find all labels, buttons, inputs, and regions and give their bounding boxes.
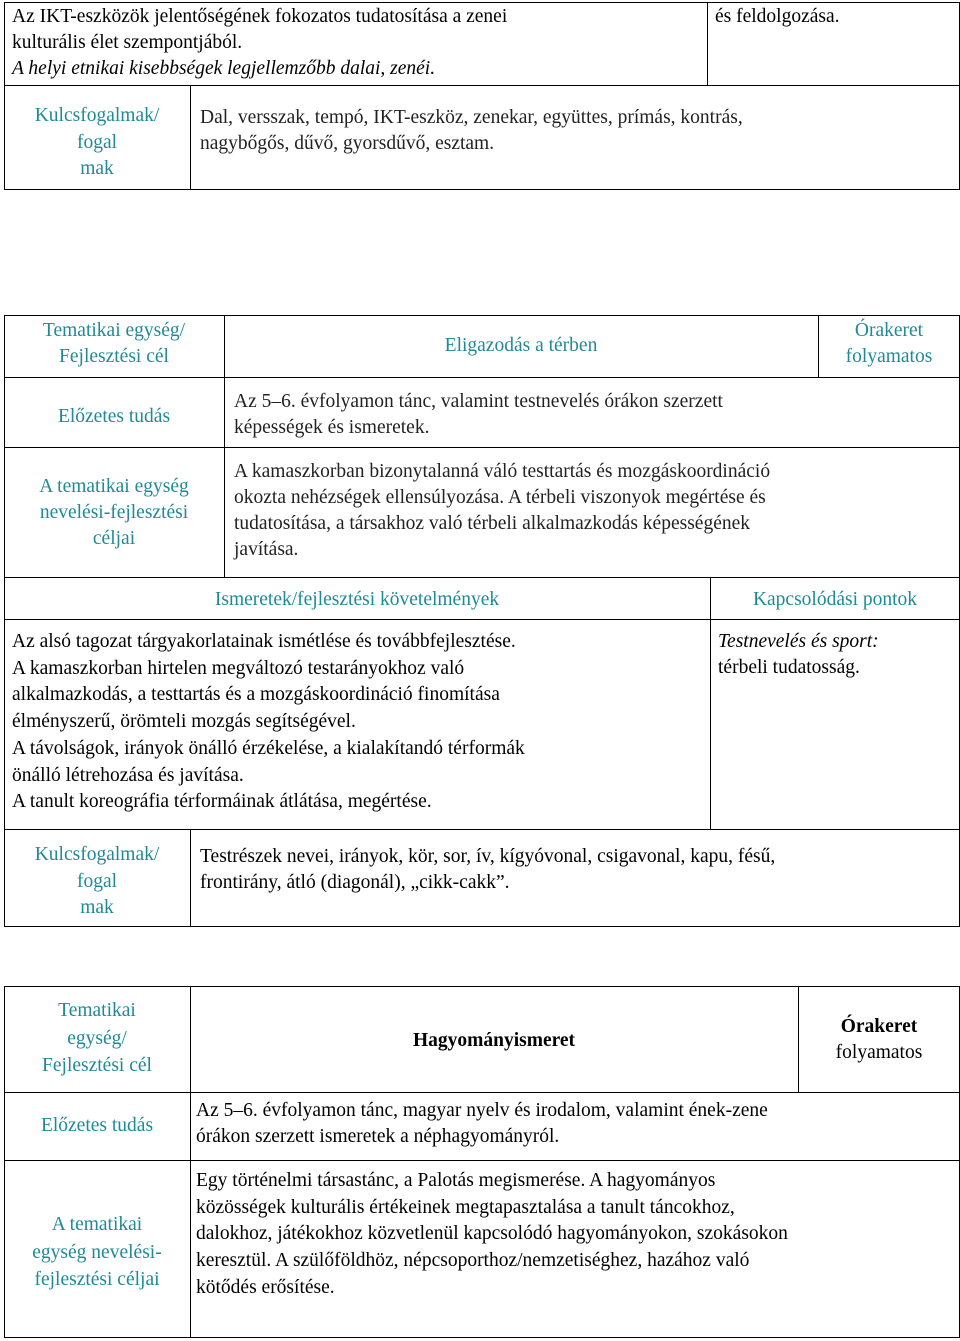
kulcsfogalmak-label [6, 103, 188, 183]
table-1-top-left-cell [12, 4, 702, 82]
top-left-line: A helyi etnikai kisebbségek legjellemzőbb dalai, zenéi. [12, 58, 436, 80]
table-2-divider [4, 377, 960, 378]
elozetes-tudas-text [196, 1098, 956, 1150]
text-line: Testnevelés és sport: [718, 631, 879, 652]
table-2-divider [224, 315, 225, 577]
text-line: kötődés erősítése. [196, 1276, 335, 1298]
table-3-divider [190, 986, 191, 1338]
text-line: tudatosítása, a társakhoz való térbeli alkalmazkodás képességének [234, 513, 751, 535]
label-line: Fejlesztési cél [59, 346, 169, 368]
text-line: A kamaszkorban hirtelen megváltozó testarányokhoz való [12, 657, 465, 679]
text-line: A kamaszkorban bizonytalanná váló testtartás és mozgáskoordináció [234, 461, 771, 482]
text-line: alkalmazkodás, a testtartás és a mozgáskoordináció finomítása [12, 684, 500, 706]
elozetes-tudas-label [6, 1113, 188, 1139]
elozetes-tudas-label [6, 404, 222, 430]
unit-title [192, 1028, 796, 1054]
text-line: frontirány, átló (diagonál), „cikk-cakk”. [200, 872, 510, 894]
tematikai-egyseg-label [6, 318, 222, 370]
label-line: Órakeret [854, 320, 924, 341]
kapcsolodasi-text [718, 629, 956, 681]
table-2-divider [4, 619, 960, 620]
label-line: Előzetes tudás [57, 406, 171, 427]
table-1-top-right-cell [715, 4, 955, 30]
header-text: Kapcsolódási pontok [752, 589, 918, 610]
celjai-label [6, 474, 222, 552]
kulcsfogalmak-label [6, 842, 188, 922]
label-line: fogal [76, 870, 118, 892]
orakeret-label [820, 318, 958, 370]
text-line: térbeli tudatosság. [718, 657, 860, 679]
text-line: Az 5–6. évfolyamon tánc, magyar nyelv és irodalom, valamint ének-zene [196, 1100, 768, 1121]
label-line: Kulcsfogalmak/ [34, 105, 160, 126]
text-line: Testrészek nevei, irányok, kör, sor, ív, kígyóvonal, csigavonal, kapu, fésű, [200, 846, 776, 867]
label-line: A tematikai [51, 1214, 143, 1235]
header-text: Ismeretek/fejlesztési követelmények [214, 589, 500, 610]
celjai-text [196, 1168, 958, 1302]
text-line: órákon szerzett ismeretek a néphagyományról. [196, 1126, 560, 1148]
label-line: céljai [92, 528, 136, 550]
unit-title [226, 333, 816, 359]
ismeretek-header [6, 587, 708, 613]
kulcsfogalmak-text [200, 105, 950, 157]
title-text: Hagyományismeret [412, 1030, 576, 1051]
text-line: nagybőgős, dűvő, gyorsdűvő, esztam. [200, 133, 495, 155]
text-line: Egy történelmi társastánc, a Palotás megismerése. A hagyományos [196, 1170, 716, 1191]
label-line: fogal [76, 131, 118, 153]
top-right-text: és feldolgozása. [715, 6, 840, 27]
text-line: A tanult koreográfia térformáinak átlátása, megértése. [12, 791, 432, 813]
orakeret-label [800, 1014, 958, 1066]
kapcsolodasi-header [712, 587, 958, 613]
table-2-divider [4, 577, 960, 578]
text-line: Az alsó tagozat tárgyakorlatainak ismétlése és továbbfejlesztése. [12, 631, 516, 652]
text-line: javítása. [234, 539, 299, 561]
label-line: Tematikai egység/ [42, 320, 186, 341]
text-line: élményszerű, örömteli mozgás segítségével. [12, 711, 356, 733]
label-line: egység nevelési- [32, 1241, 162, 1263]
label-line: folyamatos [835, 1042, 923, 1064]
text-line: A távolságok, irányok önálló érzékelése, a kialakítandó térformák [12, 737, 525, 759]
text-line: okozta nehézségek ellensúlyozása. A térbeli viszonyok megértése és [234, 487, 766, 509]
label-line: Órakeret [840, 1016, 918, 1037]
text-line: képességek és ismeretek. [234, 417, 430, 439]
table-2-divider [710, 577, 711, 829]
text-line: önálló létrehozása és javítása. [12, 764, 244, 786]
top-left-line: Az IKT-eszközök jelentőségének fokozatos tudatosítása a zenei [12, 6, 508, 27]
table-3-divider [4, 1092, 960, 1093]
table-3-divider [798, 986, 799, 1092]
label-line: Fejlesztési cél [42, 1055, 152, 1077]
tematikai-egyseg-label [6, 997, 188, 1080]
table-3-divider [4, 1160, 960, 1161]
kulcsfogalmak-text [200, 844, 956, 896]
label-line: mak [80, 897, 114, 919]
table-2-divider [4, 447, 960, 448]
title-text: Eligazodás a térben [444, 335, 598, 356]
label-line: Tematikai [58, 1000, 136, 1021]
celjai-label [6, 1211, 188, 1294]
celjai-text [234, 459, 956, 564]
table-2-divider [190, 829, 191, 927]
text-line: keresztül. A szülőföldhöz, népcsoporthoz/nemzetiséghez, hazához való [196, 1250, 750, 1272]
text-line: Az 5–6. évfolyamon tánc, valamint testnevelés órákon szerzett [234, 391, 723, 412]
text-line: közösségek kulturális értékeinek megtapasztalása a tanult táncokhoz, [196, 1196, 735, 1218]
top-left-line: kulturális élet szempontjából. [12, 32, 243, 54]
label-line: Előzetes tudás [40, 1115, 154, 1136]
table-1-divider [190, 85, 191, 190]
table-2-divider [4, 829, 960, 830]
ismeretek-text [12, 629, 708, 816]
label-line: folyamatos [845, 346, 933, 368]
label-line: nevelési-fejlesztési [39, 502, 189, 524]
label-line: Kulcsfogalmak/ [34, 844, 160, 865]
text-line: dalokhoz, játékokhoz közvetlenül kapcsolódó hagyományokon, szokásokon [196, 1223, 788, 1245]
label-line: egység/ [67, 1027, 127, 1049]
table-1-divider [707, 2, 708, 85]
label-line: mak [80, 158, 114, 180]
table-1-divider [4, 85, 960, 86]
table-2-divider [818, 315, 819, 377]
label-line: fejlesztési céljai [34, 1269, 160, 1291]
label-line: A tematikai egység [39, 476, 189, 497]
text-line: Dal, versszak, tempó, IKT-eszköz, zenekar, együttes, prímás, kontrás, [200, 107, 743, 128]
elozetes-tudas-text [234, 389, 954, 441]
